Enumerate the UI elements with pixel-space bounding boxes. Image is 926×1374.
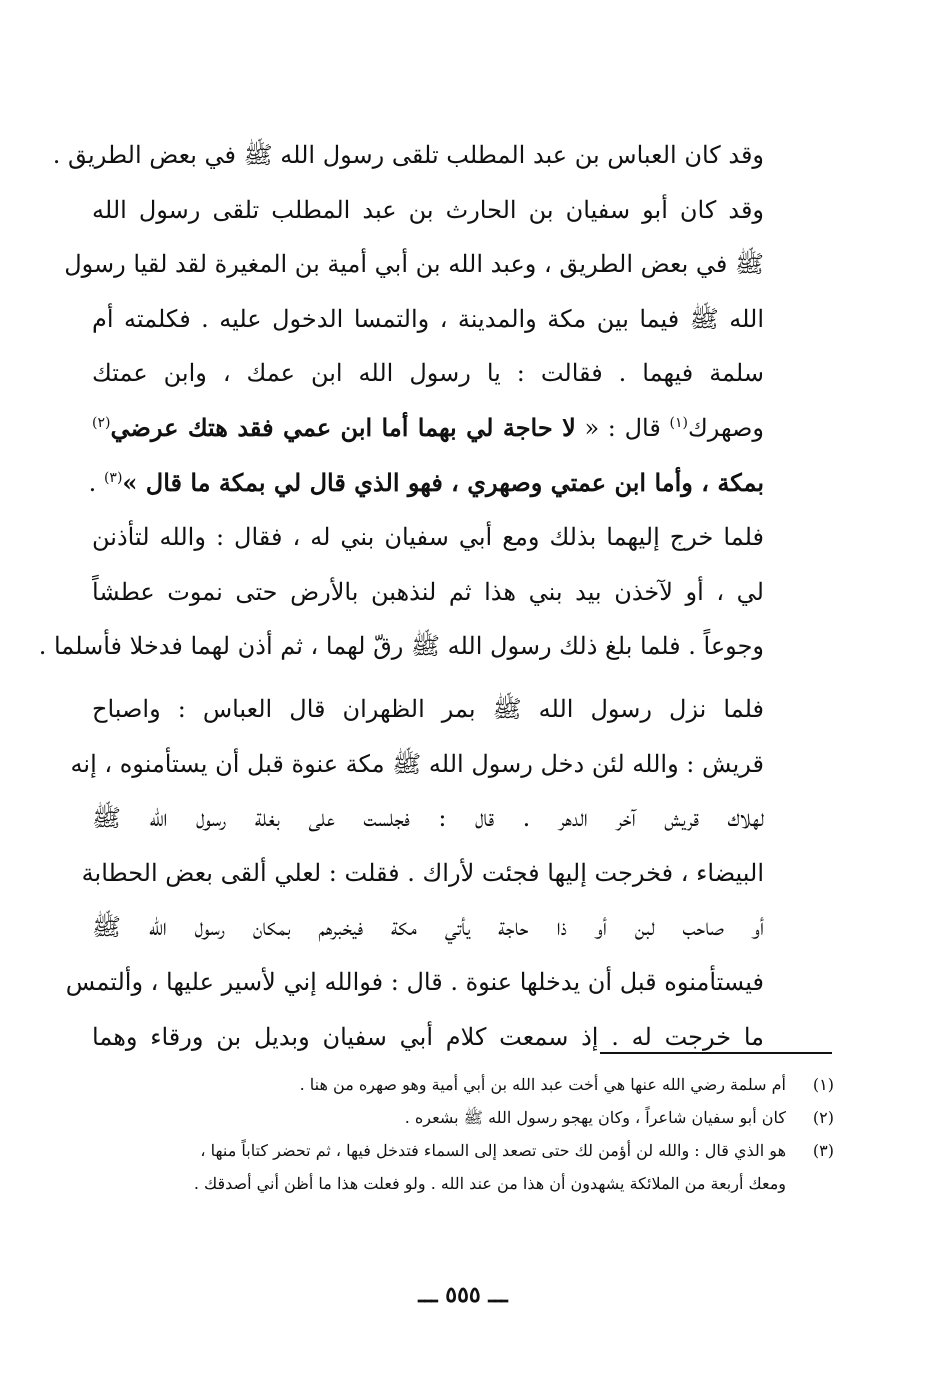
footnote: [92, 1101, 834, 1134]
text-line: أو صاحب لبن أو ذا حاجة يأتي مكة فيخبرهم بمكان رسول الله ﷺ: [92, 913, 764, 942]
footnote-text: [92, 1101, 786, 1134]
footnote-line: أم سلمة رضي الله عنها هي أخت عبد الله بن أبي أمية وهو صهره من هنا .: [299, 1075, 786, 1094]
footnote: [92, 1134, 834, 1200]
text-line: ما خرجت له . إذ سمعت كلام أبي سفيان وبديل بن ورقاء وهما: [92, 1022, 764, 1051]
text-line: فلما خرج إليهما بذلك ومع أبي سفيان بني له ، فقال : والله لتأذنن: [92, 523, 764, 552]
text-line: ﷺ في بعض الطريق ، وعبد الله بن أبي أمية بن المغيرة لقد لقيا رسول: [64, 250, 764, 279]
footnote-line: كان أبو سفيان شاعراً ، وكان يهجو رسول الله ﷺ بشعره .: [404, 1108, 786, 1127]
text-line: سلمة فيهما . فقالت : يا رسول الله ابن عمك ، وابن عمتك: [92, 359, 764, 388]
footnotes: [92, 1068, 834, 1200]
text-line-quote-start: [92, 401, 764, 456]
footnote: [92, 1068, 834, 1101]
paragraph-gap: [92, 674, 764, 682]
footnote-ref-2: (٢): [92, 414, 111, 431]
footnote-text: [92, 1134, 786, 1200]
text-line: وقد كان العباس بن عبد المطلب تلقى رسول الله ﷺ في بعض الطريق .: [52, 141, 764, 169]
text-line: الله ﷺ فيما بين مكة والمدينة ، والتمسا الدخول عليه . فكلمته أم: [92, 304, 764, 333]
quote-close: »: [122, 467, 146, 497]
footnote-number: (١): [812, 1075, 834, 1094]
text-line: البيضاء ، فخرجت إليها فجئت لأراك . فقلت : لعلي ألقى بعض الحطابة: [81, 858, 764, 887]
footnote-number: (٢): [812, 1108, 834, 1127]
footnote-ref-1: (١): [669, 414, 688, 431]
footnote-line: هو الذي قال : والله لن أؤمن لك حتى تصعد إلى السماء فتدخل فيها ، ثم تحضر كتاباً منها ،: [200, 1141, 786, 1160]
quote-bold-text: بمكة ، وأما ابن عمتي وصهري ، فهو الذي قال لي بمكة ما قال: [145, 467, 764, 497]
main-text: [38, 128, 764, 1064]
text-line: فيستأمنوه قبل أن يدخلها عنوة . قال : فوالله إني لأسير عليها ، وألتمس: [65, 967, 764, 996]
text-line: وجوعاً . فلما بلغ ذلك رسول الله ﷺ رقّ لهما ، ثم أذن لهما فدخلا فأسلما .: [38, 632, 764, 661]
page-number: ـــ ٥٥٥ ـــ: [418, 1282, 508, 1308]
text-line: وقد كان أبو سفيان بن الحارث بن عبد المطلب تلقى رسول الله: [92, 195, 764, 224]
footnote-divider: [600, 1052, 832, 1054]
footnote-line: ومعك أربعة من الملائكة يشهدون أن هذا من عند الله . ولو فعلت هذا ما أظن أني أصدقك .: [193, 1174, 786, 1193]
footnote-number: (٣): [812, 1141, 834, 1160]
quote-bold-text: لا حاجة لي بهما أما ابن عمي فقد هتك عرضي: [110, 412, 576, 442]
text-line: قريش : والله لئن دخل رسول الله ﷺ مكة عنوة قبل أن يستأمنوه ، إنه: [70, 749, 764, 778]
text-line: فلما نزل رسول الله ﷺ بمر الظهران قال العباس : واصباح: [92, 694, 764, 723]
text-fragment: قال : «: [575, 413, 670, 442]
text-fragment: .: [88, 468, 104, 497]
footnote-ref-3: (٣): [103, 469, 123, 486]
text-line-quote-end: [88, 456, 764, 511]
text-line: لي ، أو لآخذن بيد بني هذا ثم لنذهبن بالأرض حتى نموت عطشاً: [92, 577, 764, 606]
text-fragment: وصهرك: [687, 413, 764, 442]
footnote-text: [92, 1068, 786, 1101]
text-line: لهلاك قريش آخر الدهر . قال : فجلست على بغلة رسول الله ﷺ: [92, 804, 764, 833]
